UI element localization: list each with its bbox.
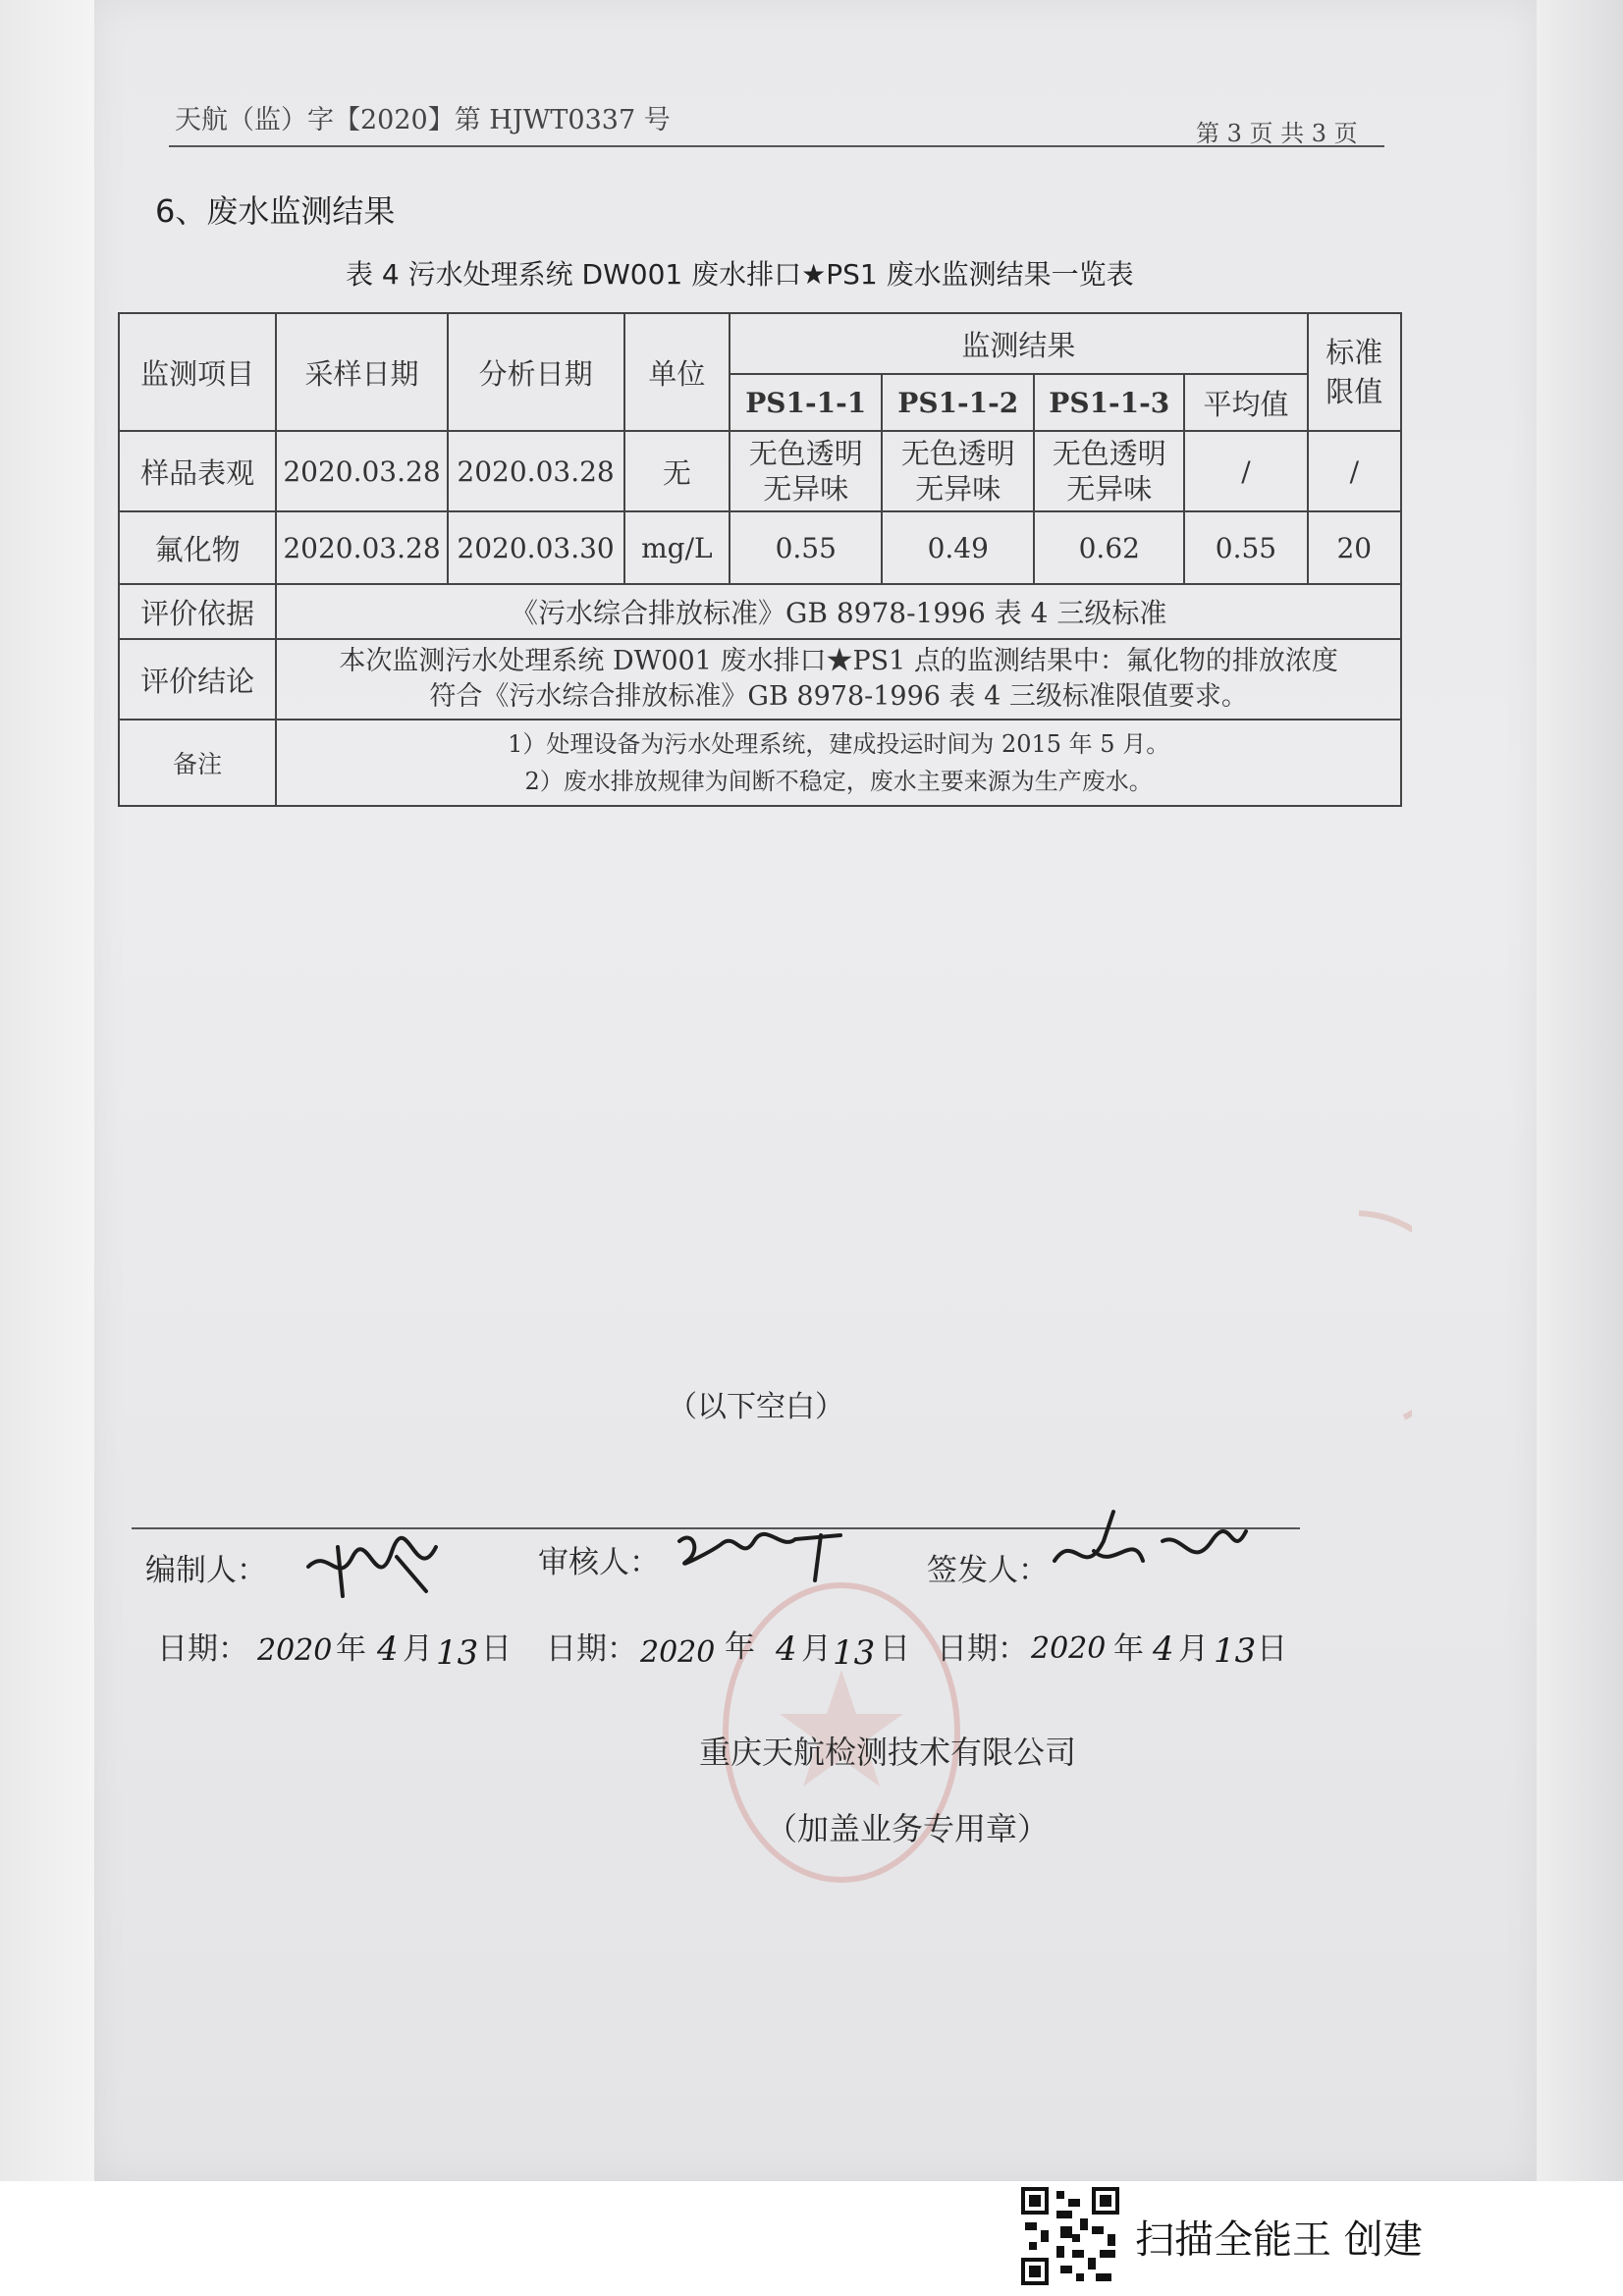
header-standard-line1: 标准 bbox=[1325, 336, 1383, 369]
notes-text bbox=[276, 720, 1401, 806]
date-year-handwritten-3: 2020 bbox=[1031, 1631, 1107, 1666]
date-label-1: 日期： bbox=[157, 1631, 248, 1667]
cell-result-2: 0.49 bbox=[882, 511, 1034, 584]
cell-limit: / bbox=[1308, 431, 1401, 511]
cell-unit: 无 bbox=[624, 431, 730, 511]
page-info: 第 3 页 共 3 页 bbox=[1196, 120, 1358, 147]
cell-sample-date: 2020.03.28 bbox=[276, 431, 447, 511]
month-char-1: 月 bbox=[403, 1631, 433, 1667]
results-table bbox=[118, 312, 1402, 807]
cell-result-3 bbox=[1034, 431, 1184, 511]
seal-note: （加盖业务专用章） bbox=[766, 1810, 1050, 1847]
cell-limit: 20 bbox=[1308, 511, 1401, 584]
note-1: 1）处理设备为污水处理系统，建成投运时间为 2015 年 5 月。 bbox=[508, 730, 1170, 758]
cell-result-2 bbox=[882, 431, 1034, 511]
date-year-handwritten-1: 2020 bbox=[257, 1633, 333, 1668]
cell-average: 0.55 bbox=[1184, 511, 1307, 584]
cell-analysis-date: 2020.03.30 bbox=[448, 511, 624, 584]
conclusion-line-1: 本次监测污水处理系统 DW001 废水排口★PS1 点的监测结果中：氟化物的排放浓度 bbox=[339, 646, 1338, 676]
cell-result-2-line2: 无异味 bbox=[915, 472, 1001, 506]
header-sub-ps1-1-2: PS1-1-2 bbox=[882, 374, 1034, 431]
year-char-1: 年 bbox=[336, 1631, 366, 1667]
cell-item: 样品表观 bbox=[119, 431, 276, 511]
date-label-2: 日期： bbox=[546, 1631, 637, 1667]
reviewer-label: 审核人： bbox=[538, 1545, 660, 1580]
compiler-signature bbox=[298, 1527, 456, 1606]
header-standard-line2: 限值 bbox=[1325, 375, 1383, 408]
month-char-3: 月 bbox=[1178, 1631, 1209, 1667]
section-title: 6、废水监测结果 bbox=[155, 192, 396, 230]
header-sub-ps1-1-1: PS1-1-1 bbox=[730, 374, 882, 431]
issuer-label: 签发人： bbox=[927, 1553, 1049, 1588]
table-row-conclusion bbox=[119, 639, 1401, 720]
cell-sample-date: 2020.03.28 bbox=[276, 511, 447, 584]
cell-item: 氟化物 bbox=[119, 511, 276, 584]
table-row-appearance bbox=[119, 431, 1401, 511]
basis-label: 评价依据 bbox=[119, 584, 276, 639]
table-row-notes bbox=[119, 720, 1401, 806]
cell-result-2-line1: 无色透明 bbox=[900, 437, 1015, 470]
cell-result-1-line2: 无异味 bbox=[763, 472, 849, 506]
scan-background-right bbox=[1537, 0, 1623, 2181]
day-char-3: 日 bbox=[1257, 1631, 1287, 1667]
month-handwritten-2: 4 bbox=[776, 1629, 797, 1669]
header-unit: 单位 bbox=[624, 313, 730, 431]
header-sub-average: 平均值 bbox=[1184, 374, 1307, 431]
reviewer-signature bbox=[674, 1522, 850, 1590]
year-char-2: 年 bbox=[725, 1629, 755, 1665]
cell-result-1 bbox=[730, 431, 882, 511]
header-results: 监测结果 bbox=[730, 313, 1307, 374]
cell-result-3-line2: 无异味 bbox=[1066, 472, 1153, 506]
header-item: 监测项目 bbox=[119, 313, 276, 431]
header-sub-ps1-1-3: PS1-1-3 bbox=[1034, 374, 1184, 431]
table-row-fluoride bbox=[119, 511, 1401, 584]
document-number: 天航（监）字【2020】第 HJWT0337 号 bbox=[175, 105, 671, 135]
conclusion-label: 评价结论 bbox=[119, 639, 276, 720]
month-char-2: 月 bbox=[801, 1631, 832, 1667]
header-sample-date: 采样日期 bbox=[276, 313, 447, 431]
issuer-signature bbox=[1045, 1502, 1251, 1600]
company-name: 重庆天航检测技术有限公司 bbox=[699, 1734, 1077, 1771]
scan-background-left bbox=[0, 0, 94, 2181]
day-char-2: 日 bbox=[880, 1631, 910, 1667]
day-handwritten-3: 13 bbox=[1214, 1631, 1257, 1671]
table-row-basis bbox=[119, 584, 1401, 639]
qr-code-icon bbox=[1017, 2183, 1123, 2289]
month-handwritten-1: 4 bbox=[377, 1629, 399, 1669]
blank-below-note: （以下空白） bbox=[668, 1390, 844, 1424]
cell-result-3-line1: 无色透明 bbox=[1052, 437, 1166, 470]
cell-unit: mg/L bbox=[624, 511, 730, 584]
cell-result-1: 0.55 bbox=[730, 511, 882, 584]
cell-average: / bbox=[1184, 431, 1307, 511]
date-label-3: 日期： bbox=[937, 1631, 1028, 1667]
table-title: 表 4 污水处理系统 DW001 废水排口★PS1 废水监测结果一览表 bbox=[346, 258, 1134, 291]
cell-analysis-date: 2020.03.28 bbox=[448, 431, 624, 511]
header-row-1 bbox=[119, 313, 1401, 374]
date-year-handwritten-2: 2020 bbox=[640, 1635, 716, 1670]
cell-result-3: 0.62 bbox=[1034, 511, 1184, 584]
conclusion-line-2: 符合《污水综合排放标准》GB 8978-1996 表 4 三级标准限值要求。 bbox=[429, 681, 1248, 712]
day-handwritten-2: 13 bbox=[833, 1633, 876, 1673]
conclusion-text bbox=[276, 639, 1401, 720]
header-analysis-date: 分析日期 bbox=[448, 313, 624, 431]
month-handwritten-3: 4 bbox=[1153, 1629, 1174, 1669]
cell-result-1-line1: 无色透明 bbox=[748, 437, 863, 470]
basis-text: 《污水综合排放标准》GB 8978-1996 表 4 三级标准 bbox=[276, 584, 1401, 639]
scanner-app-label: 扫描全能王 创建 bbox=[1135, 2217, 1423, 2263]
note-2: 2）废水排放规律为间断不稳定，废水主要来源为生产废水。 bbox=[524, 768, 1153, 795]
edge-seal-fragment bbox=[1353, 1209, 1412, 1421]
notes-label: 备注 bbox=[119, 720, 276, 806]
day-char-1: 日 bbox=[481, 1631, 512, 1667]
header-rule bbox=[169, 145, 1384, 147]
header-standard-limit bbox=[1308, 313, 1401, 431]
year-char-3: 年 bbox=[1113, 1631, 1144, 1667]
compiler-label: 编制人： bbox=[145, 1553, 267, 1588]
day-handwritten-1: 13 bbox=[436, 1633, 479, 1673]
